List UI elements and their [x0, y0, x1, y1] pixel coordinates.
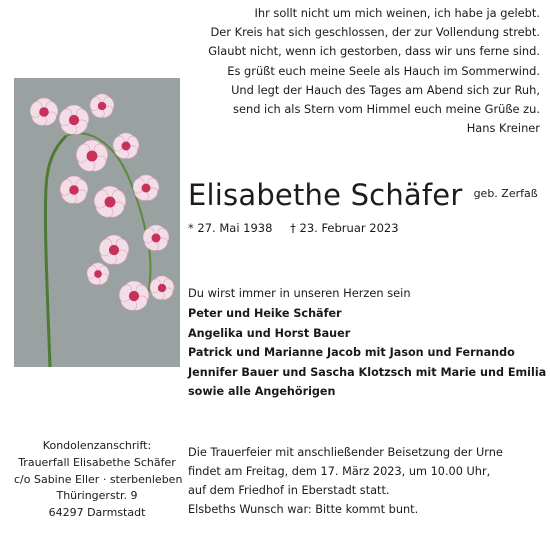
funeral-wish: Elsbeths Wunsch war: Bitte kommt bunt.: [188, 503, 419, 516]
poem: [188, 4, 540, 138]
contact-line: 64297 Darmstadt: [48, 506, 146, 520]
funeral-info: [188, 443, 503, 519]
mourner: Angelika und Horst Bauer: [188, 326, 351, 340]
funeral-line: auf dem Friedhof in Eberstadt statt.: [188, 484, 390, 497]
poem-line: Und legt der Hauch des Tages am Abend sich zur Ruh,: [231, 82, 540, 97]
deceased-name: Elisabethe Schäfer: [188, 178, 463, 212]
poem-line: Es grüßt euch meine Seele als Hauch im Sommerwind.: [227, 63, 540, 78]
birth-date: * 27. Mai 1938: [188, 221, 273, 235]
maiden-name: geb. Zerfaß: [473, 187, 538, 200]
mourners-list: [188, 304, 546, 402]
contact-line: Kondolenzanschrift:: [42, 439, 152, 452]
death-date: † 23. Februar 2023: [290, 221, 399, 235]
funeral-line: findet am Freitag, dem 17. März 2023, um 10.00 Uhr,: [188, 465, 491, 478]
poem-line: send ich als Stern vom Himmel euch meine Grüße zu.: [233, 102, 540, 117]
poem-line: Der Kreis hat sich geschlossen, der zur Vollendung strebt.: [210, 25, 540, 40]
mourner: Patrick und Marianne Jacob mit Jason und Fernando: [188, 346, 515, 360]
poem-author: Hans Kreiner: [466, 121, 540, 136]
orchid-photo: [14, 78, 180, 367]
orchid-illustration: [14, 78, 180, 367]
mourner: Peter und Heike Schäfer: [188, 307, 342, 320]
deceased-name-row: [188, 178, 538, 212]
funeral-line: Die Trauerfeier mit anschließender Beisetzung der Urne: [188, 446, 503, 459]
memory-line: Du wirst immer in unseren Herzen sein: [188, 286, 411, 300]
life-dates: [188, 221, 413, 235]
poem-line: Glaubt nicht, wenn ich gestorben, dass wir uns ferne sind.: [208, 44, 540, 59]
mourner: Jennifer Bauer und Sascha Klotzsch mit Marie und Emilia: [188, 365, 547, 379]
contact-line: Thüringerstr. 9: [56, 489, 138, 503]
contact-line: Trauerfall Elisabethe Schäfer: [18, 455, 176, 469]
mourner: sowie alle Angehörigen: [188, 385, 336, 399]
contact-line: c/o Sabine Eller · sterbenleben: [14, 472, 183, 486]
poem-line: Ihr sollt nicht um mich weinen, ich habe ja gelebt.: [254, 6, 540, 20]
condolence-address: [14, 438, 183, 522]
